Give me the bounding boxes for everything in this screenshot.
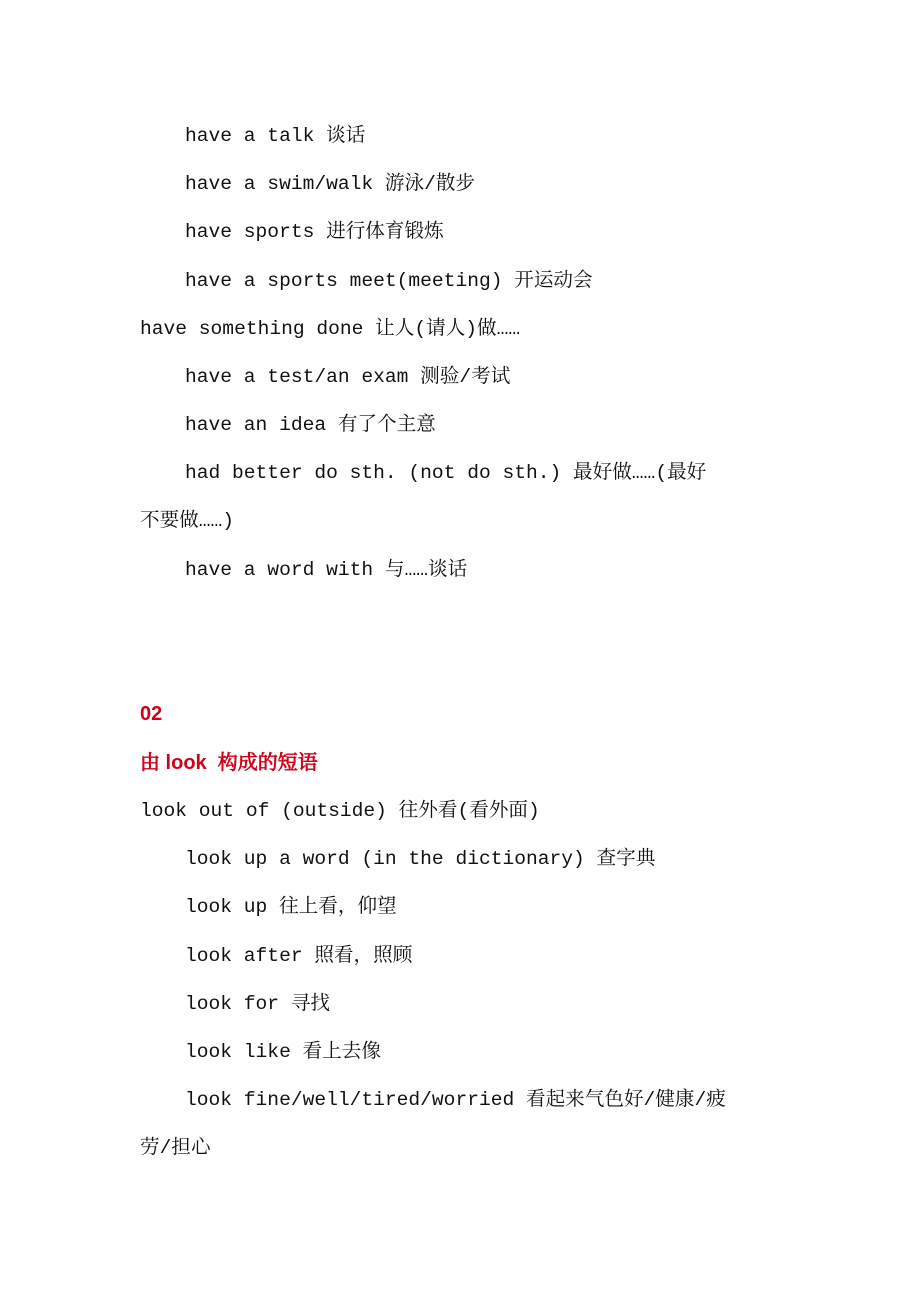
phrase-line: have an idea 有了个主意 (185, 414, 436, 436)
phrase-line: have a swim/walk 游泳/散步 (185, 173, 476, 195)
phrase-line: have a talk 谈话 (185, 125, 366, 147)
phrase-line: have a sports meet(meeting) 开运动会 (185, 270, 593, 292)
section-heading: 由 look 构成的短语 (140, 752, 318, 774)
phrase-line-continuation: 不要做……) (140, 510, 235, 532)
phrase-line: look for 寻找 (185, 993, 331, 1015)
phrase-line: have sports 进行体育锻炼 (185, 221, 444, 243)
phrase-line: have a test/an exam 测验/考试 (185, 366, 511, 388)
phrase-line: look like 看上去像 (185, 1041, 381, 1063)
phrase-line: look fine/well/tired/worried 看起来气色好/健康/疲 (185, 1089, 726, 1111)
phrase-line: look up a word (in the dictionary) 查字典 (185, 848, 656, 870)
phrase-line: look out of (outside) 往外看(看外面) (140, 800, 540, 822)
phrase-line: have a word with 与……谈话 (185, 559, 468, 581)
phrase-line: had better do sth. (not do sth.) 最好做……(最好 (185, 462, 707, 484)
phrase-line: look up 往上看，仰望 (185, 896, 397, 918)
phrase-line: have something done 让人(请人)做…… (140, 318, 521, 340)
phrase-line: look after 照看，照顾 (185, 945, 413, 967)
section-number: 02 (140, 703, 163, 725)
phrase-line-continuation: 劳/担心 (140, 1137, 211, 1159)
